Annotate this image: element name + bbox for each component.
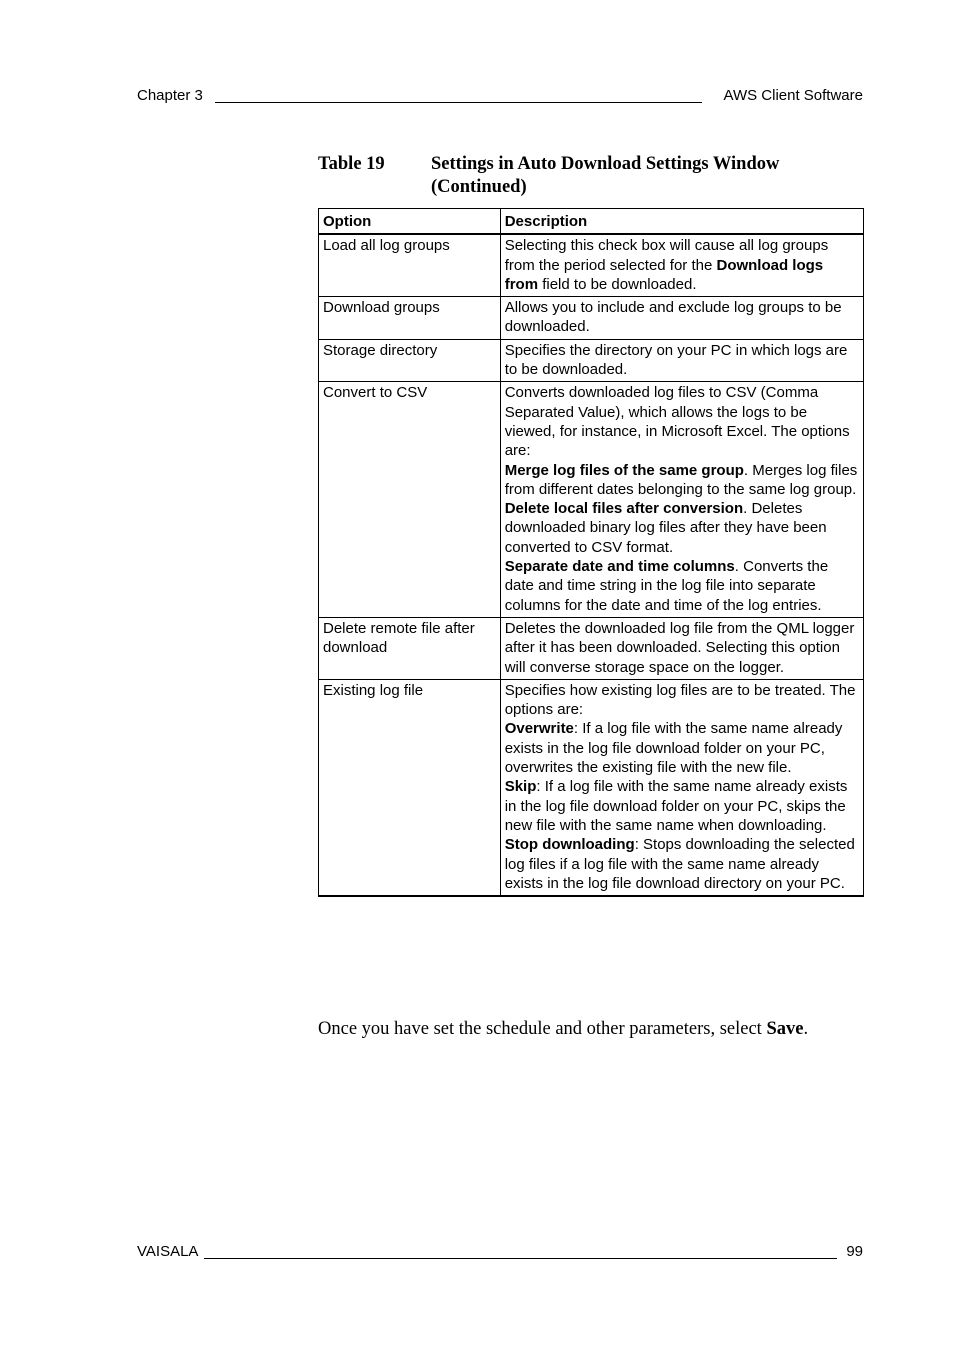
footer-company: VAISALA: [137, 1243, 199, 1260]
option-cell: Convert to CSV: [319, 382, 501, 618]
description-term: Overwrite: [504, 720, 574, 738]
description-paragraph: [505, 461, 859, 500]
description-term: Download logs from: [504, 256, 824, 293]
table-row: [319, 679, 864, 896]
closing-paragraph: [318, 1019, 878, 1040]
header-title: AWS Client Software: [723, 87, 863, 104]
page-header: [137, 87, 863, 107]
description-paragraph: [505, 557, 859, 615]
description-text: : If a log file with the same name already exists in the log file download folder on your PC, overwrites the existing file with the new file.: [504, 720, 843, 777]
description-cell: [500, 339, 863, 382]
description-text: field to be downloaded.: [538, 275, 697, 293]
description-term: Separate date and time columns: [504, 558, 735, 576]
description-text: . Deletes downloaded binary log files after they have been converted to CSV format.: [504, 500, 827, 556]
description-term: Stop downloading: [504, 836, 635, 854]
table-row: [319, 297, 864, 340]
description-paragraph: [505, 499, 859, 557]
description-paragraph: [505, 777, 859, 835]
description-text: . Converts the date and time string in the log file into separate columns for the date and time of the log entries.: [504, 558, 829, 614]
closing-period: .: [803, 1019, 809, 1039]
header-chapter: Chapter 3: [137, 87, 203, 104]
description-text: Specifies how existing log files are to be treated. The options are:: [504, 681, 856, 719]
description-text: . Merges log files from different dates belonging to the same log group.: [504, 461, 858, 498]
description-paragraph: [505, 341, 859, 380]
page-footer: [137, 1243, 863, 1263]
description-cell: [500, 679, 863, 896]
option-cell: Storage directory: [319, 339, 501, 382]
table-body: [319, 234, 864, 896]
description-paragraph: [505, 383, 859, 460]
header-rule: [215, 102, 702, 103]
table-header-row: [319, 209, 864, 235]
table-row: [319, 617, 864, 679]
option-cell: Download groups: [319, 297, 501, 340]
page-number: 99: [846, 1243, 863, 1260]
description-text: : If a log file with the same name already exists in the log file download folder on your PC, skips the new file with the same name when downloading.: [504, 778, 848, 834]
description-text: Selecting this check box will cause all log groups from the period selected for the: [504, 237, 829, 274]
description-text: Converts downloaded log files to CSV (Comma Separated Value), which allows the logs to be viewed, for instance, in Microsoft Excel. The options are:: [504, 384, 850, 460]
description-paragraph: [505, 298, 859, 337]
description-text: Specifies the directory on your PC in which logs are to be downloaded.: [504, 341, 848, 379]
description-paragraph: [505, 835, 859, 893]
option-cell: Existing log file: [319, 679, 501, 896]
description-cell: [500, 297, 863, 340]
description-cell: [500, 234, 863, 296]
table-row: [319, 382, 864, 618]
description-paragraph: [505, 719, 859, 777]
description-text: Deletes the downloaded log file from the QML logger after it has been downloaded. Selecting this option will converse storage space on the logger.: [504, 619, 855, 676]
column-header-option: Option: [319, 209, 501, 235]
option-cell: Delete remote file after download: [319, 617, 501, 679]
table-row: [319, 339, 864, 382]
table-number: Table 19: [318, 154, 385, 174]
footer-rule: [204, 1258, 837, 1259]
description-term: Skip: [504, 778, 537, 796]
closing-text: Once you have set the schedule and other parameters, select: [318, 1019, 767, 1039]
description-paragraph: [505, 236, 859, 294]
option-cell: Load all log groups: [319, 234, 501, 296]
description-cell: [500, 617, 863, 679]
description-paragraph: [505, 681, 859, 720]
description-text: Allows you to include and exclude log groups to be downloaded.: [504, 299, 842, 336]
closing-save-term: Save: [766, 1019, 804, 1039]
column-header-description: Description: [500, 209, 863, 235]
description-paragraph: [505, 619, 859, 677]
table-row: [319, 234, 864, 296]
description-cell: [500, 382, 863, 618]
table-title: Settings in Auto Download Settings Window (Continued): [431, 154, 780, 197]
description-text: : Stops downloading the selected log files if a log file with the same name already exists in the log file download directory on your PC.: [504, 836, 855, 892]
description-term: Delete local files after conversion: [504, 500, 744, 518]
description-term: Merge log files of the same group: [504, 461, 744, 479]
settings-table: [318, 208, 864, 897]
